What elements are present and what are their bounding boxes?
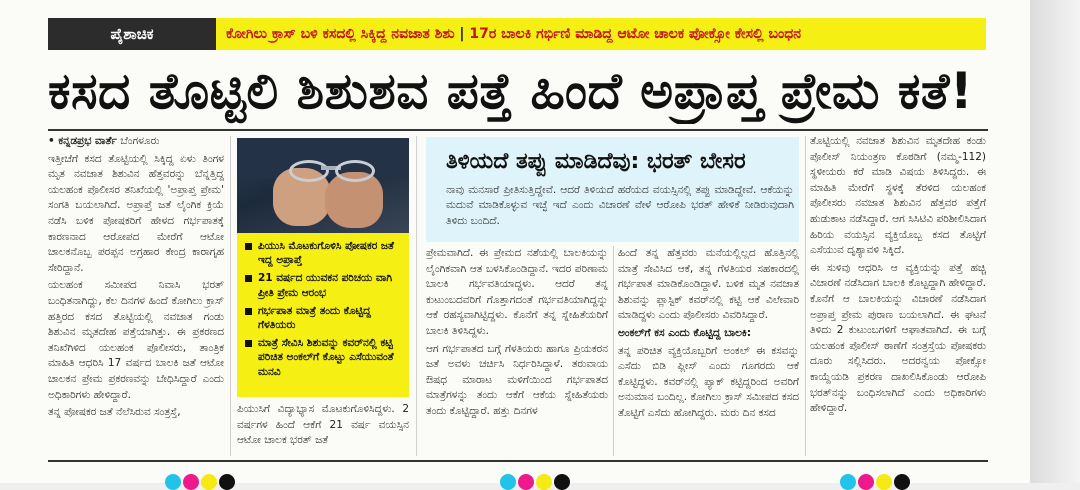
handcuff-right (335, 160, 375, 182)
magenta-dot-icon (518, 474, 534, 490)
quote-body: ನಾವು ಮನಸಾರೆ ಪ್ರೀತಿಸುತ್ತಿದ್ದೇವೆ. ಆದರೆ ತಿಳಿಯದೆ ಹರೆಯದ ವಯಸ್ಸಿನಲ್ಲಿ ತಪ್ಪು ಮಾಡಿದ್ದೇವೆ. ಆಕೆಯನ್ನು ಮದುವೆ ಮಾಡಿಕೊಳ್ಳುವ ಇಚ್ಛೆ ಇದೆ ಎಂದು ವಿಚಾರಣೆ ವೇಳೆ ಆರೋಪಿ ಭರತ್ ಹೇಳಿಕೆ ನೀಡಿರುವುದಾಗಿ ತಿಳಿದು ಬಂದಿದೆ. (446, 184, 794, 227)
column-1-paragraph-2: ಯಲಹಂಕ ಸಮೀಪದ ನಿವಾಸಿ ಭರತ್ ಬಂಧಿತನಾಗಿದ್ದು, ಕೆಲ ದಿನಗಳ ಹಿಂದೆ ಕೋಗಿಲು ಕ್ರಾಸ್ ಹತ್ತಿರದ ಕಸದ ತೊಟ್ಟಿಯಲ್ಲಿ ನವಜಾತ ಗಂಡು ಶಿಶುವಿನ ಮೃತದೇಹ ಪತ್ತೆಯಾಗಿತ್ತು. ಈ ಪ್ರಕರಣದ ತನಿಖೆಗಿಳಿದ ಯಲಹಂಕ ಪೊಲೀಸರು, ತಾಂತ್ರಿಕ ಮಾಹಿತಿ ಆಧರಿಸಿ 17 ವರ್ಷದ ಬಾಲಕಿ ಜತೆ ಆಟೋ ಚಾಲಕನ ಪ್ರೇಮ ಪ್ರಕರಣವನ್ನು ಬೇಧಿಸಿದ್ದಾರೆ ಎಂದು ಅಧಿಕಾರಿಗಳು ಹೇಳಿದ್ದಾರೆ. (48, 279, 224, 401)
column-divider (416, 136, 417, 456)
article-column-5 (810, 134, 986, 458)
cyan-dot-icon (500, 474, 516, 490)
cyan-dot-icon (840, 474, 856, 490)
column-3-paragraph-2: ಆಗ ಗರ್ಭಪಾತದ ಬಗ್ಗೆ ಗೆಳತಿಯರು ಹಾಗೂ ಪ್ರಿಯಕರನ ಜತೆ ಅವಳು ಚರ್ಚಿಸಿ ನಿರ್ಧರಿಸಿದ್ದಾಳೆ. ತರುವಾಯ ಔಷಧ ಮಾರಾಟ ಮಳಿಗೆಯಿಂದ ಗರ್ಭಪಾತದ ಮಾತ್ರೆಗಳನ್ನು ತಂದು ಆಕೆಗೆ ಆಕೆಯ ಸ್ನೇಹಿತೆಯರು ತಂದು ಕೊಟ್ಟಿದ್ದಾರೆ. ಹತ್ತು ದಿನಗಳ (426, 342, 608, 417)
column-divider (613, 246, 614, 456)
byline-city: ಬೆಂಗಳೂರು (120, 135, 160, 147)
highlight-item: ಮಾತ್ರೆ ಸೇವಿಸಿ ಶಿಶುವನ್ನು ಕವರ್‌ನಲ್ಲಿ ಕಟ್ಟಿ ಪರಿಚಿತ ಅಂಕಲ್‌ಗೆ ಕೊಟ್ಟು ಎಸೆಯುವಂತೆ ಮನವಿ (245, 336, 403, 379)
article-column-4 (618, 246, 799, 458)
kicker-separator: | (459, 26, 465, 42)
column-2-paragraph: ಪಿಯುಸಿಗೆ ವಿದ್ಯಾಭ್ಯಾಸ ಮೊಟಕುಗೊಳಿಸಿದ್ದಳು. 2 ವರ್ಷಗಳ ಹಿಂದೆ ಆಕೆಗೆ 21 ವರ್ಷ ವಯಸ್ಸಿನ ಆಟೋ ಚಾಲಕ ಭರತ್ ಜತೆ (237, 403, 409, 447)
byline-source: • ಕನ್ನಡಪ್ರಭ ವಾರ್ತೆ (48, 135, 117, 147)
yellow-dot-icon (876, 474, 892, 490)
yellow-dot-icon (536, 474, 552, 490)
highlights-list (237, 233, 409, 379)
column-5-paragraph-2: ಈ ಸುಳಿವು ಆಧರಿಸಿ ಆ ವ್ಯಕ್ತಿಯನ್ನು ಪತ್ತೆ ಹಚ್ಚಿ ವಿಚಾರಣೆ ನಡೆಸಿದಾಗ ಬಾಲಕಿ ಕೊಟ್ಟದ್ದಾಗಿ ಹೇಳಿದ್ದಾರೆ. ಕೊನೆಗೆ ಆ ಬಾಲಕಿಯನ್ನು ವಿಚಾರಣೆ ನಡೆಸಿದಾಗ ಅಪ್ರಾಪ್ತ ಪ್ರೇಮ ಪುರಾಣ ಬಯಲಾಗಿದೆ. ಈ ಘಟನೆ ತಿಳಿದು 2 ಕುಟುಂಬಗಳಿಗೆ ಆಘಾತವಾಗಿದೆ. ಈ ಬಗ್ಗೆ ಯಲಹಂಕ ಪೊಲೀಸ್ ಠಾಣೆಗೆ ಸಂತ್ರಸ್ತೆಯ ಪೋಷಕರು ದೂರು ಸಲ್ಲಿಸಿದರು. ಅದರನ್ವಯ ಪೋಕ್ಸೋ ಕಾಯ್ದೆಯಡಿ ಪ್ರಕರಣ ದಾಖಲಿಸಿಕೊಂಡು ಆರೋಪಿ ಭರತ್‌ನನ್ನು ಬಂಧಿಸಲಾಗಿದೆ ಎಂದು ಅಧಿಕಾರಿಗಳು ಹೇಳಿದ್ದಾರೆ. (810, 261, 986, 415)
column-4-paragraph-1: ಹಿಂದೆ ತನ್ನ ಹೆತ್ತವರು ಮನೆಯಲ್ಲಿಲ್ಲದ ಹೊತ್ತಿನಲ್ಲಿ ಮಾತ್ರೆ ಸೇವಿಸಿದ ಆಕೆ, ತನ್ನ ಗೆಳತಿಯರ ಸಹಕಾರದಲ್ಲಿ ಗರ್ಭಪಾತ ಮಾಡಿಕೊಂಡಿದ್ದಾಳೆ. ಬಳಿಕ ಮೃತ ನವಜಾತ ಶಿಶುವನ್ನು ಪ್ಲಾಸ್ಟಿಕ್ ಕವರ್‌ನಲ್ಲಿ ಕಟ್ಟಿ ಆಕೆ ವಿಲೇವಾರಿ ಮಾಡಿದ್ದಳು ಎಂದು ಪೊಲೀಸರು ವಿವರಿಸಿದ್ದಾರೆ. (618, 247, 799, 322)
kicker-text (226, 18, 980, 50)
quote-box (426, 137, 799, 242)
article-column-3 (426, 246, 608, 458)
registration-marks-center (500, 474, 570, 488)
quote-title: ತಿಳಿಯದೆ ತಪ್ಪು ಮಾಡಿದೆವು: ಭರತ್ ಬೇಸರ (446, 149, 746, 174)
kicker-strip (48, 18, 986, 50)
black-dot-icon (894, 474, 910, 490)
cyan-dot-icon (165, 474, 181, 490)
column-4-subheading: ಅಂಕಲ್‌ಗೆ ಕಸ ಎಂದು ಕೊಟ್ಟಿದ್ದ ಬಾಲಕಿ: (618, 326, 752, 339)
column-5-paragraph-1: ತೊಟ್ಟಿಯಲ್ಲಿ ನವಜಾತ ಶಿಶುವಿನ ಮೃತದೇಹ ಕಂಡು ಪೊಲೀಸ್ ನಿಯಂತ್ರಣ ಕೊಠಡಿಗೆ (ನಮ್ಮ-112) ಸ್ಥಳೀಯರು ಕರೆ ಮಾಡಿ ವಿಷಯ ತಿಳಿಸಿದ್ದರು. ಈ ಮಾಹಿತಿ ಮೇರೆಗೆ ಸ್ಥಳಕ್ಕೆ ತೆರಳಿದ ಯಲಹಂಕ ಪೊಲೀಸರು ನವಜಾತ ಶಿಶುವಿನ ಹೆತ್ತವರ ಪತ್ತೆಗೆ ಹುಡುಕಾಟ ನಡೆಸಿದ್ದಾರೆ. ಆಗ ಸಿಸಿಟಿವಿ ಪರಿಶೀಲಿಸಿದಾಗ ಹಿರಿಯ ವಯಸ್ಸಿನ ವ್ಯಕ್ತಿಯೊಬ್ಬ ಕಸದ ತೊಟ್ಟಿಗೆ ಎಸೆಯುವ ದೃಶ್ಯಾವಳಿ ಸಿಕ್ಕಿದೆ. (810, 135, 986, 257)
headline-rule (48, 129, 988, 131)
column-divider (805, 136, 806, 456)
registration-marks-left (165, 474, 235, 488)
column-4-paragraph-2: ತನ್ನ ಪರಿಚಿತ ವ್ಯಕ್ತಿಯೊಬ್ಬರಿಗೆ ಅಂಕಲ್ ಈ ಕಸವನ್ನು ಎಸೆದು ಬಿಡಿ ಪ್ಲೀಸ್ ಎಂದು ಗೂಗರದು ಆಕೆ ಕೊಟ್ಟಿದ್ದಳು. ಕವರ್‌ನಲ್ಲಿ ಪ್ಯಾಕ್ ಕಟ್ಟಿದ್ದರಿಂದ ಅವರಿಗೆ ಅನುಮಾನ ಬಂದಿಲ್ಲ. ಕೋಗಿಲು ಕ್ರಾಸ್ ಸಮೀಪದ ಕಸದ ತೊಟ್ಟಿಗೆ ಎಸೆದು ಹೋಗಿದ್ದರು. ಮರು ದಿನ ಕಸದ (618, 344, 799, 419)
column-1-paragraph-3: ತನ್ನ ಪೋಷಕರ ಜತೆ ನೆಲೆಸಿರುವ ಸಂತ್ರಸ್ತೆ, (48, 406, 181, 419)
handcuff-left (289, 160, 329, 182)
column-divider (230, 136, 231, 456)
handcuffs-photo (237, 138, 409, 233)
magenta-dot-icon (858, 474, 874, 490)
magenta-dot-icon (183, 474, 199, 490)
article-column-2-bottom (237, 402, 409, 458)
kicker-text-1: ಕೋಗಿಲು ಕ್ರಾಸ್ ಬಳಿ ಕಸದಲ್ಲಿ ಸಿಕ್ಕಿದ್ದ ನವಜಾತ ಶಿಶು (226, 26, 455, 42)
page-edge-shadow (1030, 0, 1080, 483)
highlight-item: 21 ವರ್ಷದ ಯುವಕನ ಪರಿಚಯ ವಾಗಿ ಪ್ರೀತಿ ಪ್ರೇಮ ಆರಂಭ (245, 271, 403, 299)
column-3-paragraph-1: ಪ್ರೇಮವಾಗಿದೆ. ಈ ಪ್ರೇಮದ ನಶೆಯಲ್ಲಿ ಬಾಲಕಿಯನ್ನು ಲೈಂಗಿಕವಾಗಿ ಆತ ಬಳಸಿಕೊಂಡಿದ್ದಾನೆ. ಇದರ ಪರಿಣಾಮ ಬಾಲಕಿ ಗರ್ಭವತಿಯಾದ್ದಳು. ಆದರೆ ತನ್ನ ಕುಟುಂಬದವರಿಗೆ ಗೊತ್ತಾಗದಂತೆ ಗರ್ಭವತಿಯಾಗಿದ್ದನ್ನು ಆಕೆ ರಹಸ್ಯವಾಗಿಟ್ಟಿದ್ದಳು. ಕೊನೆಗೆ ತನ್ನ ಸ್ನೇಹಿತೆಯರಿಗೆ ಬಾಲಕಿ ತಿಳಿಸಿದ್ದಳು. (426, 247, 608, 337)
registration-marks-right (840, 474, 910, 488)
bottom-rule (48, 460, 988, 462)
column-1-paragraph-1: ಇತ್ತೀಚೆಗೆ ಕಸದ ತೊಟ್ಟಿಯಲ್ಲಿ ಸಿಕ್ಕಿದ್ದ ಏಳು ತಿಂಗಳ ಮೃತ ನವಜಾತ ಶಿಶುವಿನ ಹೆತ್ತವರನ್ನು ಬೆನ್ನತ್ತಿದ್ದ ಯಲಹಂಕ ಪೊಲೀಸರ ತನಿಖೆಯಲ್ಲಿ 'ಅಪ್ರಾಪ್ತ ಪ್ರೇಮ' ಸಂಗತಿ ಬಯಲಾಗಿದೆ. ಅಪ್ರಾಪ್ತೆ ಜತೆ ಲೈಂಗಿಕ ಕ್ರಿಯೆ ನಡೆಸಿ ಬಳಿಕ ಪೋಷಕರಿಗೆ ಹೇಳದ ಗರ್ಭಪಾತಕ್ಕೆ ಕಾರಣನಾದ ಆರೋಪದ ಮೇರೆಗೆ ಆಟೋ ಚಾಲಕನೊಬ್ಬ ಪರಪ್ಪನ ಅಗ್ರಹಾರ ಕೇಂದ್ರ ಕಾರಾಗೃಹ ಸೇರಿದ್ದಾನೆ. (48, 152, 224, 274)
kicker-text-2: 17ರ ಬಾಲಕಿ ಗರ್ಭಿಣಿ ಮಾಡಿದ್ದ ಆಟೋ ಚಾಲಕ ಪೋಕ್ಸೋ ಕೇಸಲ್ಲಿ ಬಂಧನ (469, 26, 802, 42)
black-dot-icon (554, 474, 570, 490)
article-column-1 (48, 134, 224, 458)
highlight-item: ಪಿಯುಸಿ ಮೊಟಕುಗೊಳಿಸಿ ಪೋಷಕರ ಜತೆ ಇದ್ದ ಅಪ್ರಾಪ್ತೆ (245, 239, 403, 267)
yellow-dot-icon (201, 474, 217, 490)
black-dot-icon (219, 474, 235, 490)
highlight-item: ಗರ್ಭಪಾತ ಮಾತ್ರೆ ತಂದು ಕೊಟ್ಟಿದ್ದ ಗೆಳತಿಯರು (245, 304, 403, 332)
kicker-tag: ಪೈಶಾಚಿಕ (48, 18, 216, 50)
page-headline: ಕಸದ ತೊಟ್ಟಿಲಿ ಶಿಶುಶವ ಪತ್ತೆ ಹಿಂದೆ ಅಪ್ರಾಪ್ತ ಪ್ರೇಮ ಕತೆ! (48, 62, 974, 120)
highlights-box (237, 233, 409, 397)
